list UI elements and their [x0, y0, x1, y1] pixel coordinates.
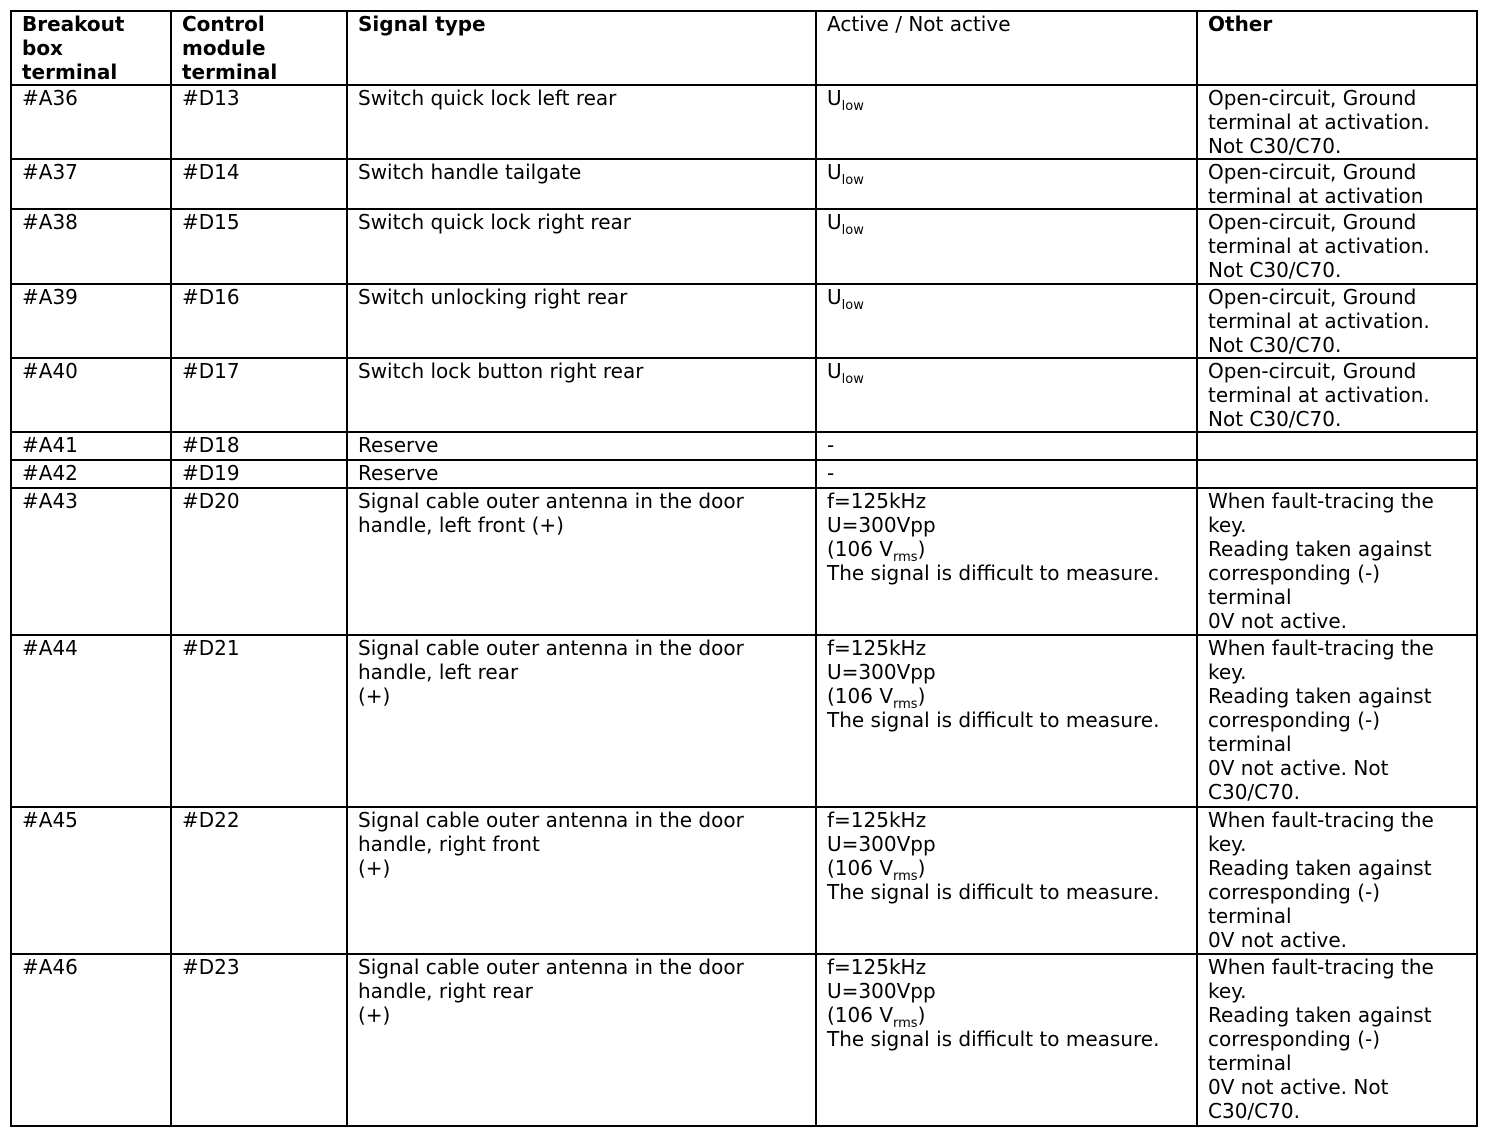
cell-other — [1197, 460, 1477, 488]
cell-signal: Switch unlocking right rear — [347, 284, 816, 358]
cell-other: Open-circuit, Ground terminal at activation. Not C30/C70. — [1197, 209, 1477, 284]
cell-active: $U_{low}$ — [816, 85, 1197, 159]
cell-breakout: #A40 — [11, 358, 171, 432]
header-row — [11, 11, 1477, 85]
cell-other: Open-circuit, Ground terminal at activation. Not C30/C70. — [1197, 85, 1477, 159]
cell-control: #D18 — [171, 432, 347, 460]
cell-signal: Switch quick lock left rear — [347, 85, 816, 159]
pin-table — [10, 10, 1478, 1127]
cell-active: f=125kHz U=300Vpp (106 $V_{rms}$) The signal is difficult to measure. — [816, 635, 1197, 807]
cell-signal: Switch quick lock right rear — [347, 209, 816, 284]
cell-signal: Signal cable outer antenna in the door handle, right rear (+) — [347, 954, 816, 1126]
cell-active: f=125kHz U=300Vpp (106 $V_{rms}$) The signal is difficult to measure. — [816, 807, 1197, 954]
cell-other: When fault-tracing the key. Reading taken against corresponding (-) terminal 0V not active. Not C30/C70. — [1197, 635, 1477, 807]
cell-signal: Switch lock button right rear — [347, 358, 816, 432]
cell-breakout: #A37 — [11, 159, 171, 209]
cell-other: Open-circuit, Ground terminal at activation. Not C30/C70. — [1197, 358, 1477, 432]
cell-control: #D17 — [171, 358, 347, 432]
table-row — [11, 460, 1477, 488]
cell-control: #D23 — [171, 954, 347, 1126]
cell-breakout: #A41 — [11, 432, 171, 460]
cell-breakout: #A43 — [11, 488, 171, 635]
table-row — [11, 807, 1477, 954]
header-signal: Signal type — [347, 11, 816, 85]
cell-signal: Reserve — [347, 432, 816, 460]
cell-control: #D20 — [171, 488, 347, 635]
cell-other: When fault-tracing the key. Reading taken against corresponding (-) terminal 0V not active. — [1197, 488, 1477, 635]
cell-breakout: #A36 — [11, 85, 171, 159]
table-row — [11, 85, 1477, 159]
cell-control: #D13 — [171, 85, 347, 159]
table-row — [11, 954, 1477, 1126]
cell-breakout: #A42 — [11, 460, 171, 488]
table-row — [11, 432, 1477, 460]
cell-active: f=125kHz U=300Vpp (106 $V_{rms}$) The signal is difficult to measure. — [816, 954, 1197, 1126]
cell-control: #D22 — [171, 807, 347, 954]
cell-active: - — [816, 460, 1197, 488]
cell-signal: Switch handle tailgate — [347, 159, 816, 209]
cell-signal: Signal cable outer antenna in the door handle, right front (+) — [347, 807, 816, 954]
cell-breakout: #A45 — [11, 807, 171, 954]
cell-other: Open-circuit, Ground terminal at activation — [1197, 159, 1477, 209]
cell-breakout: #A44 — [11, 635, 171, 807]
table-row — [11, 159, 1477, 209]
cell-breakout: #A46 — [11, 954, 171, 1126]
cell-active: $U_{low}$ — [816, 358, 1197, 432]
cell-other: When fault-tracing the key. Reading taken against corresponding (-) terminal 0V not active. Not C30/C70. — [1197, 954, 1477, 1126]
cell-breakout: #A38 — [11, 209, 171, 284]
cell-control: #D14 — [171, 159, 347, 209]
cell-other: Open-circuit, Ground terminal at activation. Not C30/C70. — [1197, 284, 1477, 358]
table-row — [11, 284, 1477, 358]
cell-active: f=125kHz U=300Vpp (106 $V_{rms}$) The signal is difficult to measure. — [816, 488, 1197, 635]
header-active: Active / Not active — [816, 11, 1197, 85]
cell-active: $U_{low}$ — [816, 209, 1197, 284]
cell-signal: Signal cable outer antenna in the door handle, left rear (+) — [347, 635, 816, 807]
cell-other: When fault-tracing the key. Reading taken against corresponding (-) terminal 0V not active. — [1197, 807, 1477, 954]
header-control: Control module terminal — [171, 11, 347, 85]
cell-signal: Reserve — [347, 460, 816, 488]
cell-active: - — [816, 432, 1197, 460]
cell-control: #D21 — [171, 635, 347, 807]
cell-control: #D15 — [171, 209, 347, 284]
cell-active: $U_{low}$ — [816, 159, 1197, 209]
table-row — [11, 635, 1477, 807]
cell-control: #D16 — [171, 284, 347, 358]
table-row — [11, 488, 1477, 635]
cell-active: $U_{low}$ — [816, 284, 1197, 358]
cell-control: #D19 — [171, 460, 347, 488]
cell-signal: Signal cable outer antenna in the door handle, left front (+) — [347, 488, 816, 635]
header-breakout: Breakout box terminal — [11, 11, 171, 85]
cell-other — [1197, 432, 1477, 460]
header-other: Other — [1197, 11, 1477, 85]
cell-breakout: #A39 — [11, 284, 171, 358]
table-row — [11, 358, 1477, 432]
table-row — [11, 209, 1477, 284]
